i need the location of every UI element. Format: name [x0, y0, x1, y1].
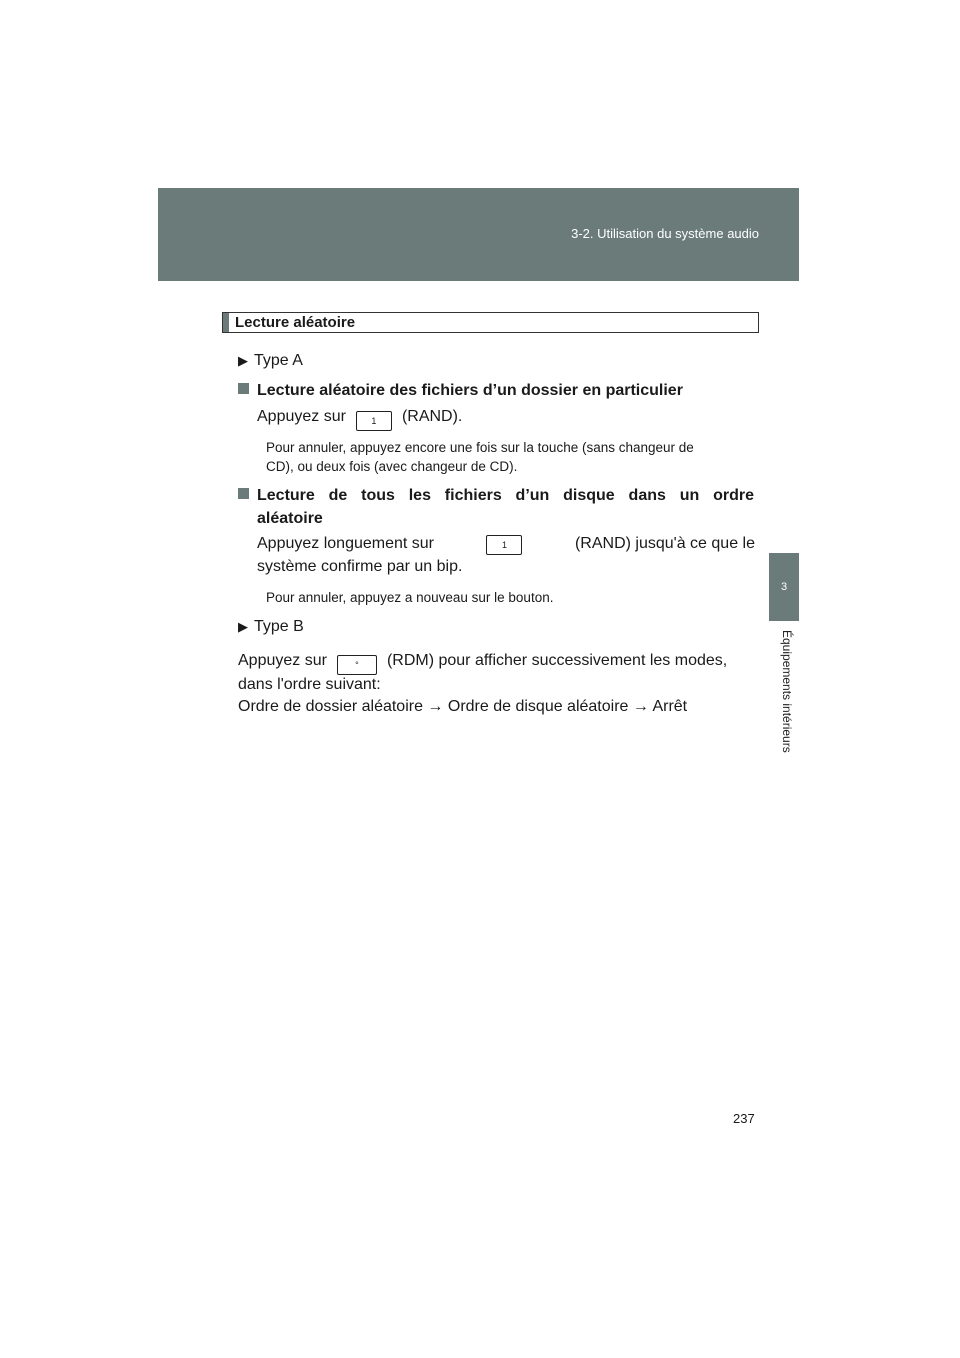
triangle-arrow-icon: ▶ — [238, 353, 248, 368]
subsection-2-instruction — [257, 535, 755, 555]
subsection-2-title-line1 — [238, 487, 754, 505]
square-bullet-icon — [238, 383, 249, 394]
subsection-1-note-line2: CD), ou deux fois (avec changeur de CD). — [266, 459, 518, 474]
instruction-text: Appuyez sur — [238, 652, 327, 669]
subsection-1-title — [238, 382, 683, 400]
chapter-tab — [769, 553, 799, 621]
subsection-1-instruction — [257, 408, 462, 431]
section-header — [222, 312, 759, 333]
key-rdm-icon: ° — [337, 655, 377, 675]
subsection-1-title-text: Lecture aléatoire des fichiers d’un dossier en particulier — [257, 382, 683, 399]
subsection-2-title-text: Lecture de tous les fichiers d’un disque dans un ordre — [257, 487, 754, 504]
chapter-title: 3-2. Utilisation du système audio — [571, 226, 759, 241]
chapter-side-label: Équipements intérieurs — [780, 630, 794, 753]
key-1-icon: 1 — [486, 535, 522, 555]
header-band — [158, 188, 799, 281]
instruction-text: (RDM) pour afficher successivement les modes, — [386, 652, 728, 669]
instruction-text: (RAND) jusqu'à ce que le — [574, 535, 755, 552]
type-b-instruction-line2: dans l'ordre suivant: — [238, 676, 381, 693]
subsection-2-note: Pour annuler, appuyez a nouveau sur le bouton. — [266, 590, 554, 605]
subsection-2-instruction-line2: système confirme par un bip. — [257, 558, 463, 575]
type-b-instruction — [238, 652, 727, 675]
chapter-number: 3 — [780, 581, 788, 593]
instruction-text: (RAND). — [401, 408, 463, 425]
type-b-label: Type B — [254, 618, 304, 635]
section-accent-bar — [223, 313, 229, 332]
key-1-icon: 1 — [356, 411, 392, 431]
subsection-1-note-line1: Pour annuler, appuyez encore une fois sur la touche (sans changeur de — [266, 440, 694, 455]
subsection-2-title-line2: aléatoire — [257, 510, 323, 527]
type-a-heading — [238, 352, 303, 370]
square-bullet-icon — [238, 488, 249, 499]
type-a-label: Type A — [254, 352, 303, 369]
type-b-heading — [238, 618, 304, 636]
type-b-sequence: Ordre de dossier aléatoire → Ordre de disque aléatoire → Arrêt — [238, 698, 688, 715]
instruction-text: Appuyez sur — [257, 408, 346, 425]
page-number: 237 — [733, 1111, 755, 1126]
triangle-arrow-icon: ▶ — [238, 619, 248, 634]
instruction-text: Appuyez longuement sur — [257, 535, 434, 552]
section-title: Lecture aléatoire — [235, 314, 356, 331]
